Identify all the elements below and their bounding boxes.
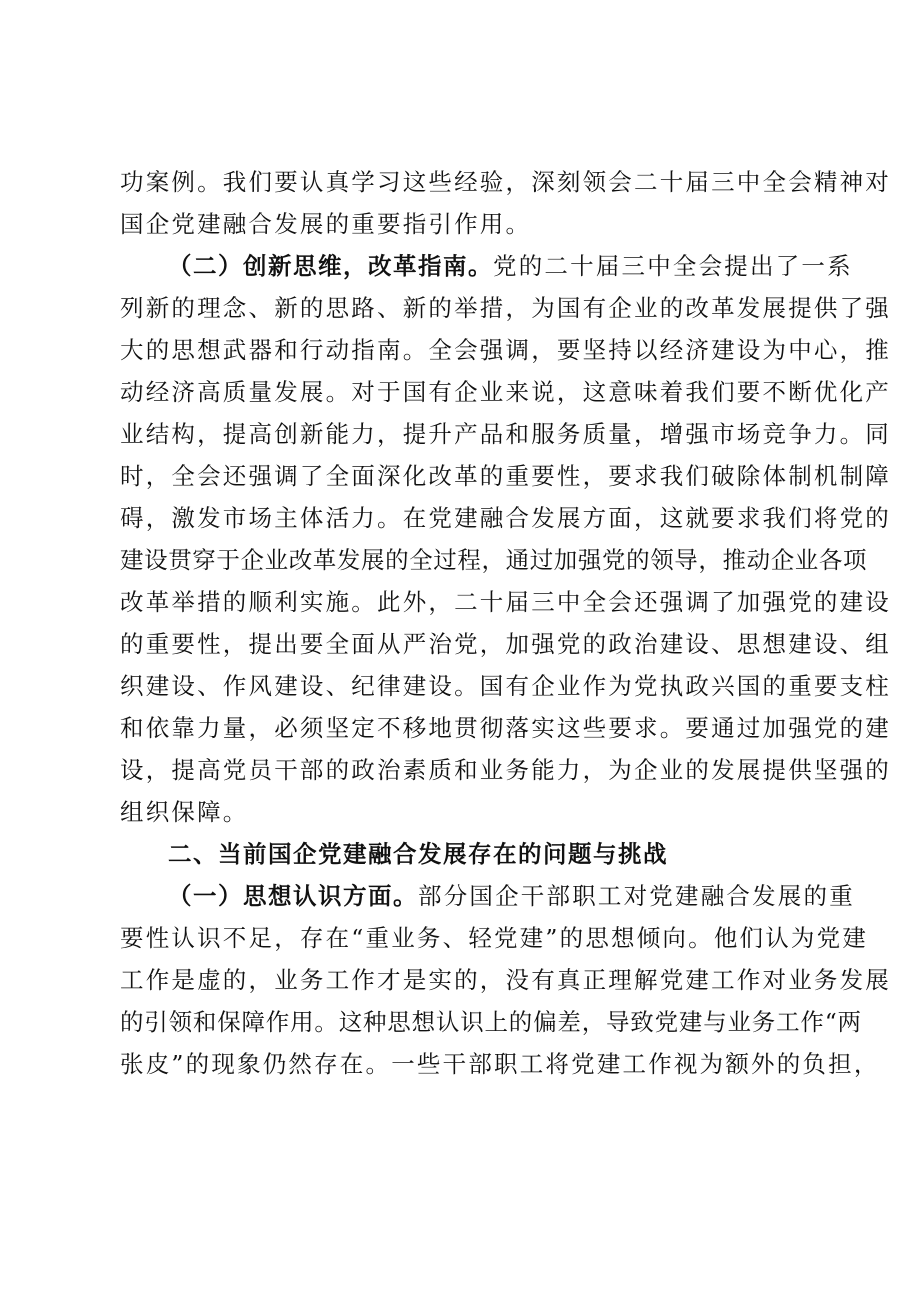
paragraph-text: 部分国企干部职工对党建融合发展的重 [418,882,855,910]
text-line: 建设贯穿于企业改革发展的全过程，通过加强党的领导，推动企业各项 [120,546,868,574]
text-line: 碍，激发市场主体活力。在党建融合发展方面，这就要求我们将党的 [120,504,891,532]
paragraph-first-line [120,875,855,917]
subsection-heading: （二）创新思维，改革指南。 [168,252,493,280]
paragraph-text: 党的二十届三中全会提出了一系 [493,252,853,280]
text-line: 动经济高质量发展。对于国有企业来说，这意味着我们要不断优化产 [120,378,891,406]
paragraph-first-line [120,245,853,287]
text-line: 要性认识不足，存在“重业务、轻党建”的思想倾向。他们认为党建 [120,924,869,952]
text-line: 功案例。我们要认真学习这些经验，深刻领会二十届三中全会精神对 [120,168,891,196]
text-line: 的重要性，提出要全面从严治党，加强党的政治建设、思想建设、组 [120,630,891,658]
text-line: 国企党建融合发展的重要指引作用。 [120,210,532,238]
text-line: 改革举措的顺利实施。此外，二十届三中全会还强调了加强党的建设 [120,588,891,616]
text-line: 大的思想武器和行动指南。全会强调，要坚持以经济建设为中心，推 [120,336,891,364]
text-line: 列新的理念、新的思路、新的举措，为国有企业的改革发展提供了强 [120,294,891,322]
text-line: 设，提高党员干部的政治素质和业务能力，为企业的发展提供坚强的 [120,756,891,784]
text-line: 工作是虚的，业务工作才是实的，没有真正理解党建工作对业务发展 [120,966,891,994]
text-line: 业结构，提高创新能力，提升产品和服务质量，增强市场竞争力。同 [120,420,891,448]
text-line: 张皮”的现象仍然存在。一些干部职工将党建工作视为额外的负担， [120,1050,880,1078]
section-heading: 二、当前国企党建融合发展存在的问题与挑战 [168,840,668,868]
subsection-heading: （一）思想认识方面。 [168,882,418,910]
text-line: 组织保障。 [120,798,249,826]
text-line: 时，全会还强调了全面深化改革的重要性，要求我们破除体制机制障 [120,462,891,490]
text-line: 织建设、作风建设、纪律建设。国有企业作为党执政兴国的重要支柱 [120,672,891,700]
text-line: 的引领和保障作用。这种思想认识上的偏差，导致党建与业务工作“两 [120,1008,862,1036]
document-body [120,161,891,1085]
text-line: 和依靠力量，必须坚定不移地贯彻落实这些要求。要通过加强党的建 [120,714,891,742]
